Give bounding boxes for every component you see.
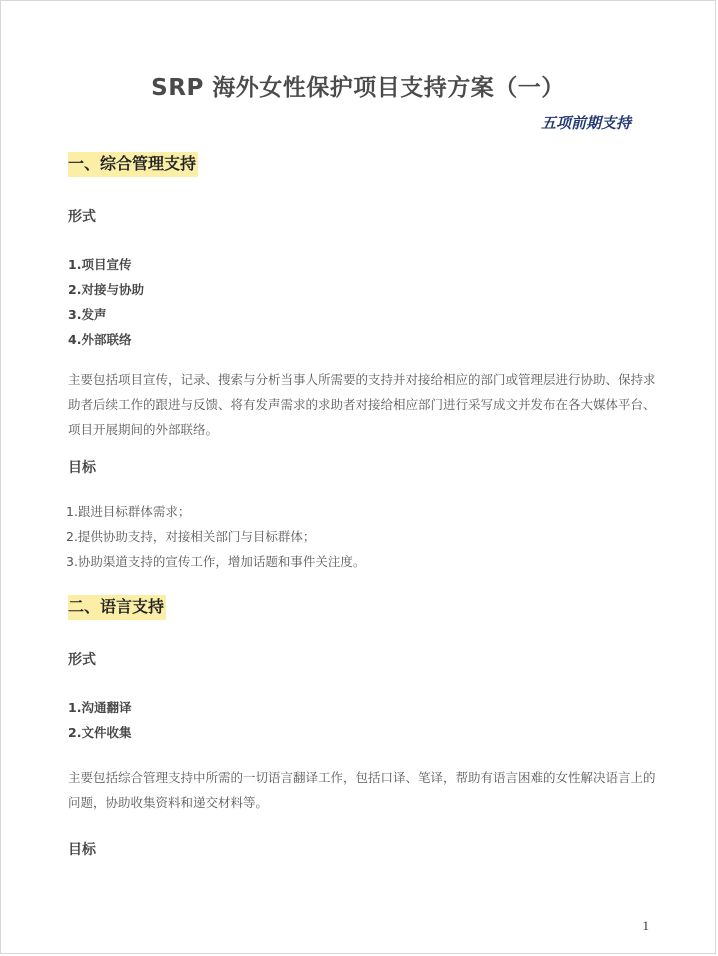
goal-label: 目标 xyxy=(68,460,96,476)
list-item: 2.提供协助支持，对接相关部门与目标群体； xyxy=(66,529,316,544)
list-item: 4.外部联络 xyxy=(68,332,132,347)
list-item: 2.文件收集 xyxy=(68,725,132,740)
section-description: 主要包括综合管理支持中所需的一切语言翻译工作，包括口译、笔译，帮助有语言困难的女性解决语言上的问题，协助收集资料和递交材料等。 xyxy=(68,770,656,810)
list-item: 1.跟进目标群体需求； xyxy=(66,504,191,519)
section-description: 主要包括项目宣传，记录、搜索与分析当事人所需要的支持并对接给相应的部门或管理层进行协助、保持求助者后续工作的跟进与反馈、将有发声需求的求助者对接给相应部门进行采写成文并发布在各大媒体平台、项目开展期间的外部联络。 xyxy=(68,372,656,437)
form-label: 形式 xyxy=(68,209,96,225)
document-title: SRP 海外女性保护项目支持方案（一） xyxy=(151,75,565,101)
document-subtitle: 五项前期支持 xyxy=(540,114,631,132)
goal-list xyxy=(66,499,365,574)
goal-label: 目标 xyxy=(68,842,96,858)
list-item: 1.项目宣传 xyxy=(68,257,132,272)
list-item: 1.沟通翻译 xyxy=(68,700,132,715)
form-list xyxy=(68,252,144,352)
list-item: 3.发声 xyxy=(68,307,107,322)
form-label: 形式 xyxy=(68,652,96,668)
list-item: 3.协助渠道支持的宣传工作，增加话题和事件关注度。 xyxy=(66,554,366,569)
list-item: 2.对接与协助 xyxy=(68,282,144,297)
section-heading-language: 二、语言支持 xyxy=(68,595,166,620)
page-number: 1 xyxy=(642,918,649,933)
form-list xyxy=(68,695,131,745)
section-heading-management: 一、综合管理支持 xyxy=(68,152,198,177)
